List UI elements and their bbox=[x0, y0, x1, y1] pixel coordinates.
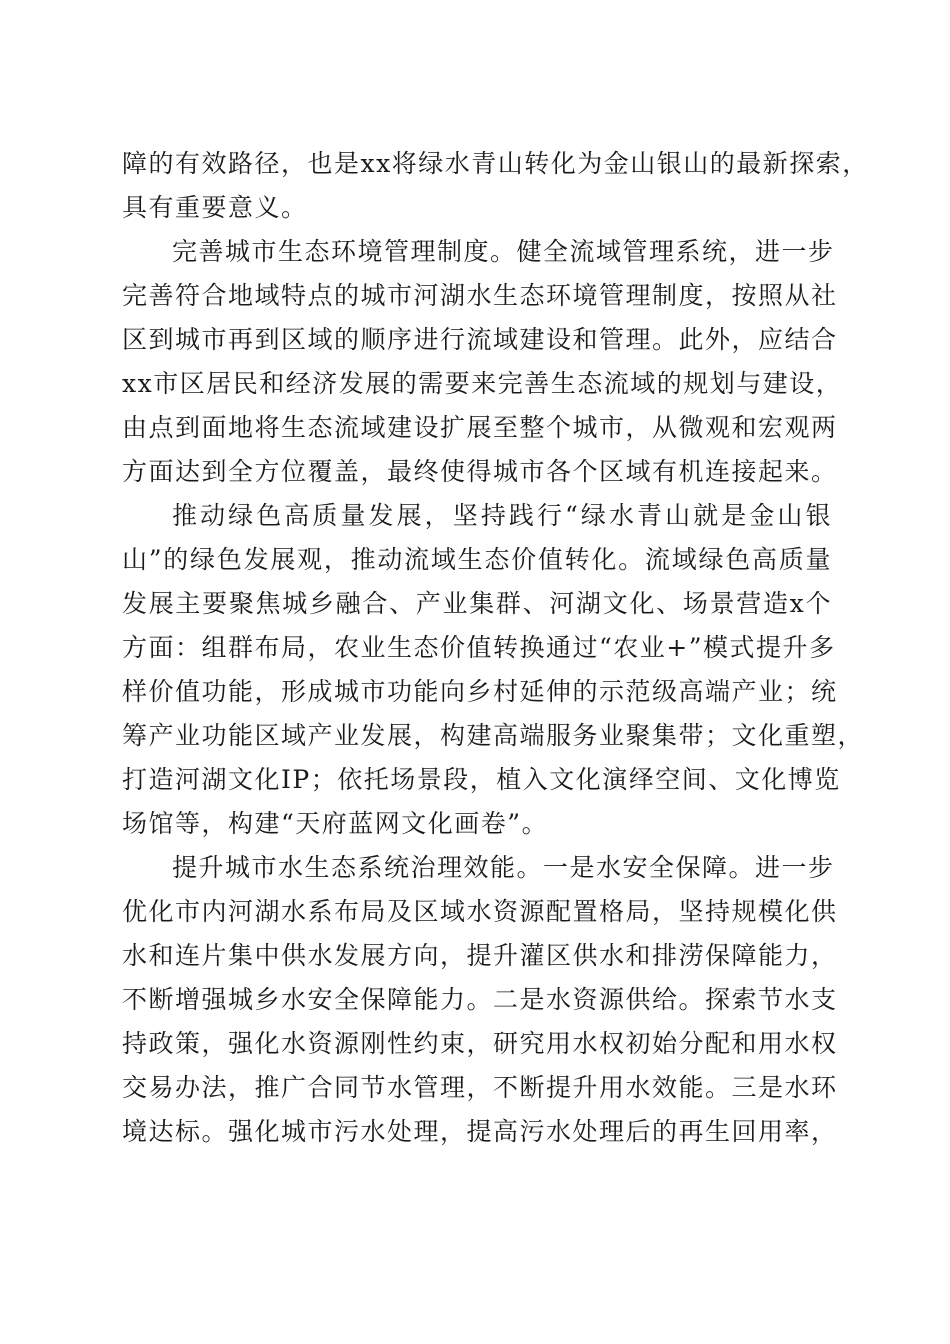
text-line: 发展主要聚焦城乡融合、产业集群、河湖文化、场景营造x个 bbox=[122, 589, 832, 618]
text-line: 优化市内河湖水系布局及区域水资源配置格局，坚持规模化供 bbox=[122, 897, 838, 926]
text-line: 水和连片集中供水发展方向，提升灌区供水和排涝保障能力， bbox=[122, 941, 838, 970]
text-line: 场馆等，构建“天府蓝网文化画卷”。 bbox=[122, 809, 549, 838]
text-line: 持政策，强化水资源刚性约束，研究用水权初始分配和用水权 bbox=[122, 1029, 838, 1058]
text-line: 方面：组群布局，农业生态价值转换通过“农业+”模式提升多 bbox=[122, 633, 836, 662]
text-line: xx市区居民和经济发展的需要来完善生态流域的规划与建设， bbox=[122, 369, 843, 398]
text-line: 样价值功能，形成城市功能向乡村延伸的示范级高端产业；统 bbox=[122, 677, 838, 706]
text-line: 交易办法，推广合同节水管理，不断提升用水效能。三是水环 bbox=[122, 1073, 838, 1102]
text-line: 完善城市生态环境管理制度。健全流域管理系统，进一步 bbox=[172, 237, 835, 266]
text-line: 具有重要意义。 bbox=[122, 193, 308, 222]
text-line: 提升城市水生态系统治理效能。一是水安全保障。进一步 bbox=[172, 853, 835, 882]
document-body bbox=[122, 142, 869, 1154]
text-line: 打造河湖文化IP；依托场景段，植入文化演绎空间、文化博览 bbox=[122, 765, 841, 794]
text-line: 筹产业功能区域产业发展，构建高端服务业聚集带；文化重塑， bbox=[122, 721, 865, 750]
text-line: 山”的绿色发展观，推动流域生态价值转化。流域绿色高质量 bbox=[122, 545, 832, 574]
text-line: 方面达到全方位覆盖，最终使得城市各个区域有机连接起来。 bbox=[122, 457, 838, 486]
text-line: 境达标。强化城市污水处理，提高污水处理后的再生回用率， bbox=[122, 1117, 838, 1146]
text-line: 由点到面地将生态流域建设扩展至整个城市，从微观和宏观两 bbox=[122, 413, 838, 442]
text-line: 区到城市再到区域的顺序进行流域建设和管理。此外，应结合 bbox=[122, 325, 838, 354]
text-line: 障的有效路径，也是xx将绿水青山转化为金山银山的最新探索， bbox=[122, 149, 869, 178]
text-line: 完善符合地域特点的城市河湖水生态环境管理制度，按照从社 bbox=[122, 281, 838, 310]
text-line: 推动绿色高质量发展，坚持践行“绿水青山就是金山银 bbox=[172, 501, 832, 530]
text-line: 不断增强城乡水安全保障能力。二是水资源供给。探索节水支 bbox=[122, 985, 838, 1014]
